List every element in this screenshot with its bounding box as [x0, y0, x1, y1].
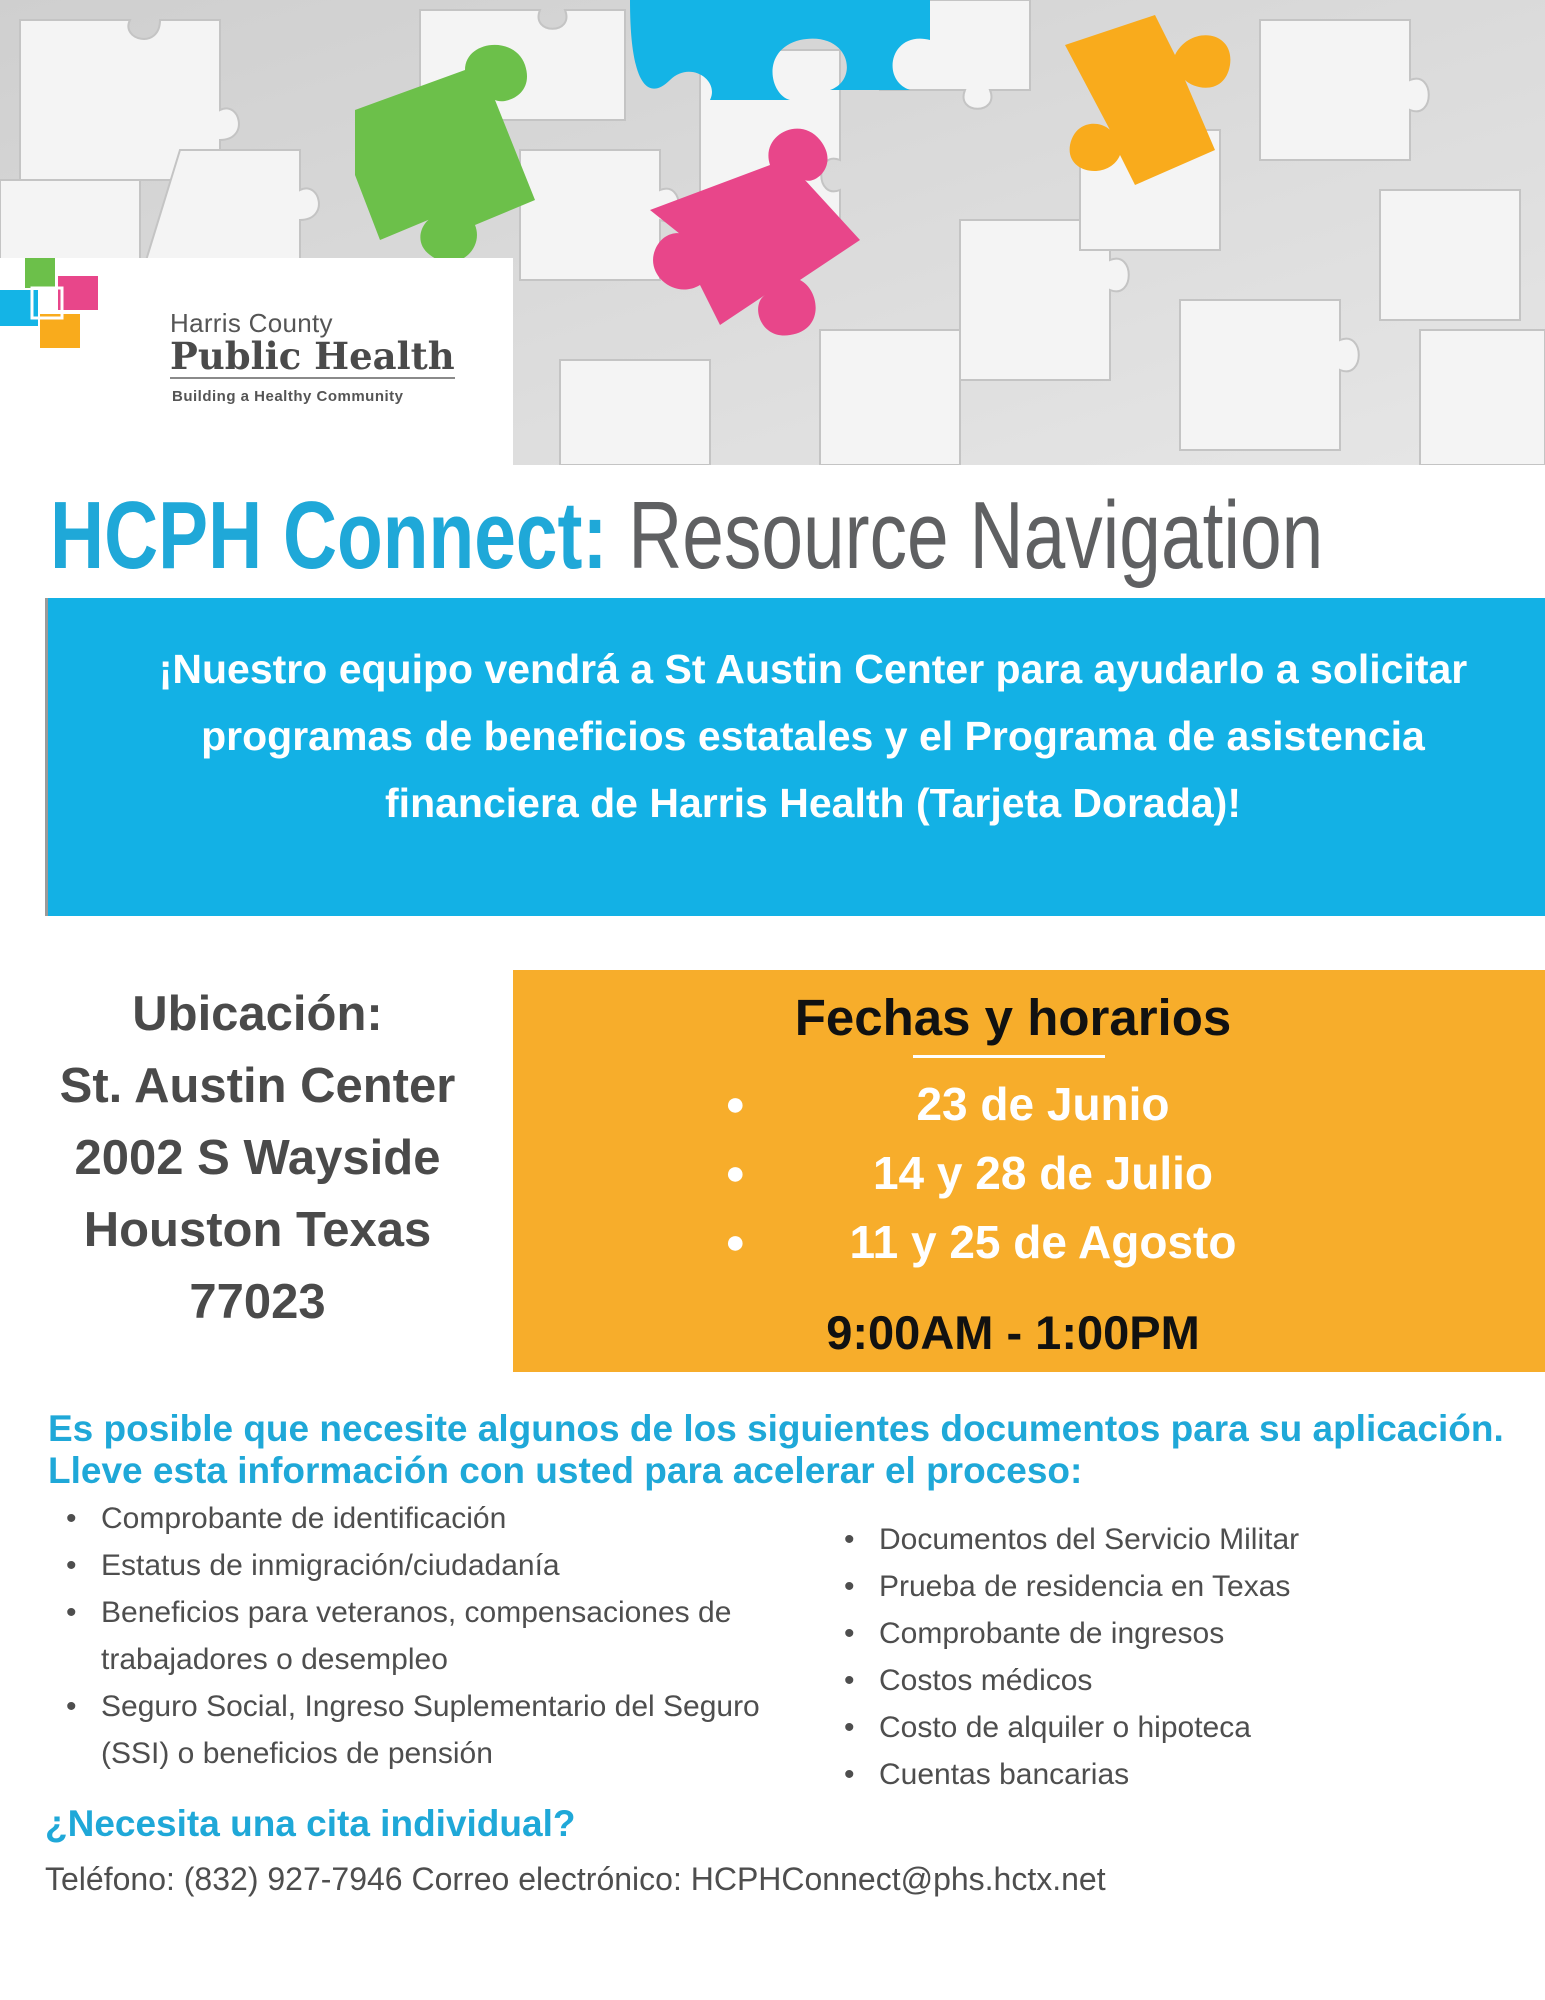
schedule-date-text: 11 y 25 de Agosto [849, 1216, 1237, 1268]
title-hcph-connect: HCPH Connect: [50, 482, 608, 589]
logo-panel [0, 258, 513, 465]
schedule-date-item [513, 1070, 1545, 1139]
intro-banner [48, 598, 1545, 916]
logo-public-health-text: Public Health [170, 334, 455, 378]
hcph-logo-icon [0, 258, 100, 350]
list-item: • Costo de alquiler o hipoteca [826, 1704, 1526, 1751]
list-item: • Documentos del Servicio Militar [826, 1516, 1526, 1563]
schedule-date-item [513, 1139, 1545, 1208]
schedule-date-text: 23 de Junio [916, 1078, 1170, 1130]
documents-heading: Es posible que necesite algunos de los siguientes documentos para su aplicación. Lleve esta información con usted para acelerar el proceso: [48, 1408, 1504, 1491]
schedule-dates-list [513, 1070, 1545, 1277]
contact-info: Teléfono: (832) 927-7946 Correo electrónico: HCPHConnect@phs.hctx.net [45, 1861, 1106, 1897]
schedule-title: Fechas y horarios [794, 989, 1232, 1046]
schedule-panel [513, 970, 1545, 1372]
bullet-icon: ● [725, 1223, 746, 1261]
list-item: • Costos médicos [826, 1657, 1526, 1704]
bullet-icon: ● [725, 1154, 746, 1192]
appointment-question: ¿Necesita una cita individual? [45, 1803, 576, 1844]
location-city: Houston Texas [83, 1203, 432, 1257]
list-item: • Cuentas bancarias [826, 1751, 1526, 1798]
location-zip: 77023 [189, 1275, 326, 1329]
banner-shadow [45, 598, 48, 916]
list-item: • Prueba de residencia en Texas [826, 1563, 1526, 1610]
documents-list-left [48, 1495, 768, 1777]
title-resource-navigation: Resource Navigation [628, 482, 1324, 589]
schedule-title-underline [913, 1055, 1105, 1058]
page-title [50, 482, 1324, 589]
list-item: • Comprobante de ingresos [826, 1610, 1526, 1657]
list-item: • Seguro Social, Ingreso Suplementario del Seguro (SSI) o beneficios de pensión [48, 1683, 768, 1777]
location-block [20, 978, 495, 1338]
schedule-date-text: 14 y 28 de Julio [872, 1147, 1214, 1199]
hero-puzzle-image [0, 0, 1545, 465]
list-item: • Comprobante de identificación [48, 1495, 768, 1542]
location-name: St. Austin Center [59, 1059, 456, 1113]
list-item: • Beneficios para veteranos, compensaciones de trabajadores o desempleo [48, 1589, 768, 1683]
logo-tagline: Building a Healthy Community [172, 388, 404, 405]
schedule-hours: 9:00AM - 1:00PM [826, 1306, 1200, 1359]
location-street: 2002 S Wayside [74, 1131, 441, 1185]
intro-banner-text: ¡Nuestro equipo vendrá a St Austin Center para ayudarlo a solicitar programas de beneficios estatales y el Programa de asistencia financiera de Harris Health (Tarjeta Dorada)! [158, 646, 1468, 826]
documents-list-right [826, 1516, 1526, 1798]
list-item: • Estatus de inmigración/ciudadanía [48, 1542, 768, 1589]
schedule-date-item [513, 1208, 1545, 1277]
logo-county-text: Harris County [170, 308, 333, 338]
location-label: Ubicación: [132, 987, 383, 1041]
bullet-icon: ● [725, 1085, 746, 1123]
